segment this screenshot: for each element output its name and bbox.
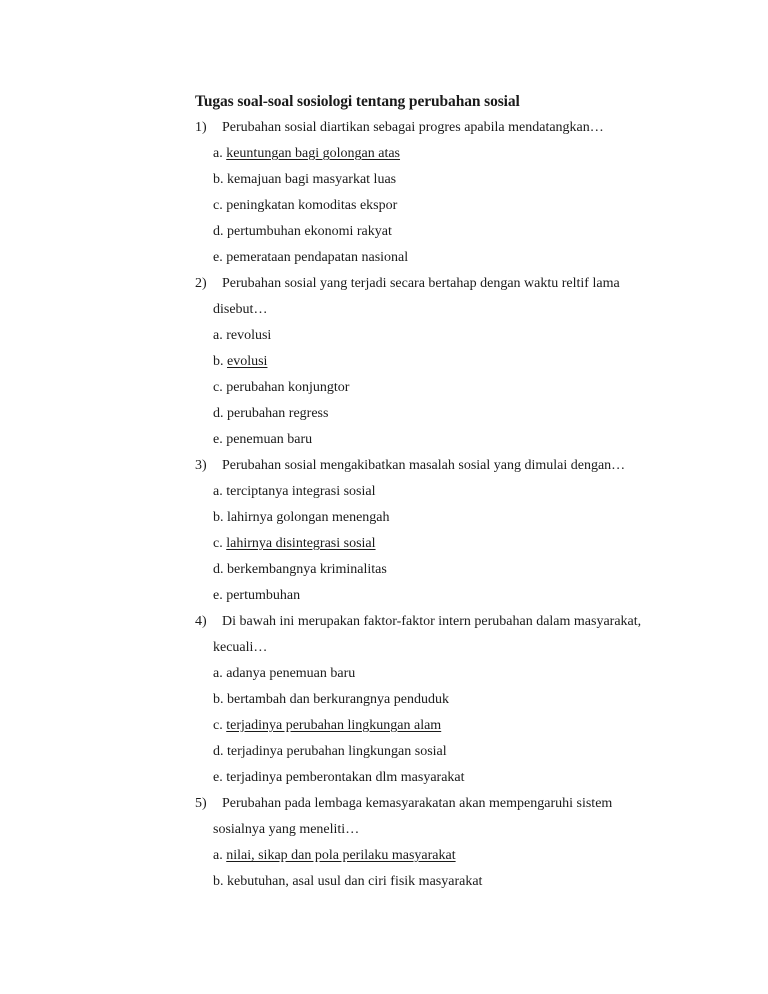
answer-option bbox=[213, 739, 695, 765]
question-text bbox=[195, 791, 695, 843]
option-letter: e. bbox=[213, 432, 223, 447]
document-page bbox=[195, 88, 695, 895]
option-text: peningkatan komoditas ekspor bbox=[226, 198, 398, 213]
answer-option bbox=[213, 323, 695, 349]
option-letter: c. bbox=[213, 536, 223, 551]
option-letter: a. bbox=[213, 328, 223, 343]
option-letter: c. bbox=[213, 718, 223, 733]
question-line: Perubahan sosial mengakibatkan masalah sosial yang dimulai dengan… bbox=[222, 458, 626, 473]
option-letter: d. bbox=[213, 224, 224, 239]
answer-option bbox=[213, 765, 695, 791]
answer-option bbox=[213, 401, 695, 427]
answer-option bbox=[213, 843, 695, 869]
correct-answer-text: evolusi bbox=[227, 354, 268, 369]
answer-option bbox=[213, 427, 695, 453]
question-line: Perubahan sosial yang terjadi secara bertahap dengan waktu reltif lama bbox=[222, 276, 620, 291]
document-title: Tugas soal-soal sosiologi tentang perubahan sosial bbox=[195, 93, 520, 110]
question-line: Di bawah ini merupakan faktor-faktor intern perubahan dalam masyarakat, bbox=[222, 614, 642, 629]
question-1 bbox=[195, 115, 695, 271]
question-text bbox=[195, 115, 695, 141]
question-text bbox=[195, 609, 695, 661]
option-text: terciptanya integrasi sosial bbox=[226, 484, 376, 499]
option-letter: c. bbox=[213, 198, 223, 213]
answer-option bbox=[213, 531, 695, 557]
answer-option bbox=[213, 167, 695, 193]
option-list bbox=[195, 323, 695, 453]
question-3 bbox=[195, 453, 695, 609]
option-text: berkembangnya kriminalitas bbox=[227, 562, 387, 577]
answer-option bbox=[213, 687, 695, 713]
option-letter: d. bbox=[213, 406, 224, 421]
option-letter: a. bbox=[213, 666, 223, 681]
option-list bbox=[195, 661, 695, 791]
question-line: Perubahan pada lembaga kemasyarakatan akan mempengaruhi sistem bbox=[222, 796, 613, 811]
option-text: terjadinya pemberontakan dlm masyarakat bbox=[226, 770, 465, 785]
question-4 bbox=[195, 609, 695, 791]
question-number: 5) bbox=[195, 796, 207, 811]
option-letter: d. bbox=[213, 562, 224, 577]
option-letter: b. bbox=[213, 510, 224, 525]
option-letter: b. bbox=[213, 354, 224, 369]
option-text: adanya penemuan baru bbox=[226, 666, 356, 681]
option-text: pertumbuhan ekonomi rakyat bbox=[227, 224, 392, 239]
option-text: perubahan regress bbox=[227, 406, 329, 421]
option-letter: e. bbox=[213, 588, 223, 603]
answer-option bbox=[213, 349, 695, 375]
correct-answer-text: nilai, sikap dan pola perilaku masyarakat bbox=[226, 848, 456, 863]
answer-option bbox=[213, 375, 695, 401]
answer-option bbox=[213, 479, 695, 505]
question-text bbox=[195, 453, 695, 479]
option-letter: a. bbox=[213, 848, 223, 863]
option-letter: b. bbox=[213, 172, 224, 187]
option-list bbox=[195, 843, 695, 895]
option-list bbox=[195, 141, 695, 271]
question-number: 2) bbox=[195, 276, 207, 291]
option-text: perubahan konjungtor bbox=[226, 380, 350, 395]
answer-option bbox=[213, 141, 695, 167]
correct-answer-text: lahirnya disintegrasi sosial bbox=[226, 536, 376, 551]
question-line: sosialnya yang meneliti… bbox=[213, 822, 360, 837]
correct-answer-text: keuntungan bagi golongan atas bbox=[226, 146, 401, 161]
question-text bbox=[195, 271, 695, 323]
answer-option bbox=[213, 583, 695, 609]
correct-answer-text: terjadinya perubahan lingkungan alam bbox=[226, 718, 442, 733]
question-list bbox=[195, 115, 695, 895]
option-text: kebutuhan, asal usul dan ciri fisik masyarakat bbox=[227, 874, 483, 889]
option-text: bertambah dan berkurangnya penduduk bbox=[227, 692, 449, 707]
option-list bbox=[195, 479, 695, 609]
option-text: pertumbuhan bbox=[226, 588, 301, 603]
question-number: 4) bbox=[195, 614, 207, 629]
question-number: 3) bbox=[195, 458, 207, 473]
option-letter: b. bbox=[213, 874, 224, 889]
answer-option bbox=[213, 713, 695, 739]
option-letter: a. bbox=[213, 146, 223, 161]
option-text: kemajuan bagi masyarkat luas bbox=[227, 172, 397, 187]
option-letter: b. bbox=[213, 692, 224, 707]
option-text: revolusi bbox=[226, 328, 272, 343]
answer-option bbox=[213, 557, 695, 583]
option-text: lahirnya golongan menengah bbox=[227, 510, 390, 525]
option-letter: a. bbox=[213, 484, 223, 499]
question-2 bbox=[195, 271, 695, 453]
option-text: penemuan baru bbox=[226, 432, 313, 447]
option-text: terjadinya perubahan lingkungan sosial bbox=[227, 744, 447, 759]
question-line: kecuali… bbox=[213, 640, 268, 655]
question-line: Perubahan sosial diartikan sebagai progres apabila mendatangkan… bbox=[222, 120, 604, 135]
option-letter: e. bbox=[213, 250, 223, 265]
answer-option bbox=[213, 661, 695, 687]
question-line: disebut… bbox=[213, 302, 268, 317]
answer-option bbox=[213, 219, 695, 245]
answer-option bbox=[213, 869, 695, 895]
question-5 bbox=[195, 791, 695, 895]
option-text: pemerataan pendapatan nasional bbox=[226, 250, 409, 265]
option-letter: c. bbox=[213, 380, 223, 395]
answer-option bbox=[213, 245, 695, 271]
option-letter: e. bbox=[213, 770, 223, 785]
answer-option bbox=[213, 193, 695, 219]
answer-option bbox=[213, 505, 695, 531]
question-number: 1) bbox=[195, 120, 207, 135]
option-letter: d. bbox=[213, 744, 224, 759]
